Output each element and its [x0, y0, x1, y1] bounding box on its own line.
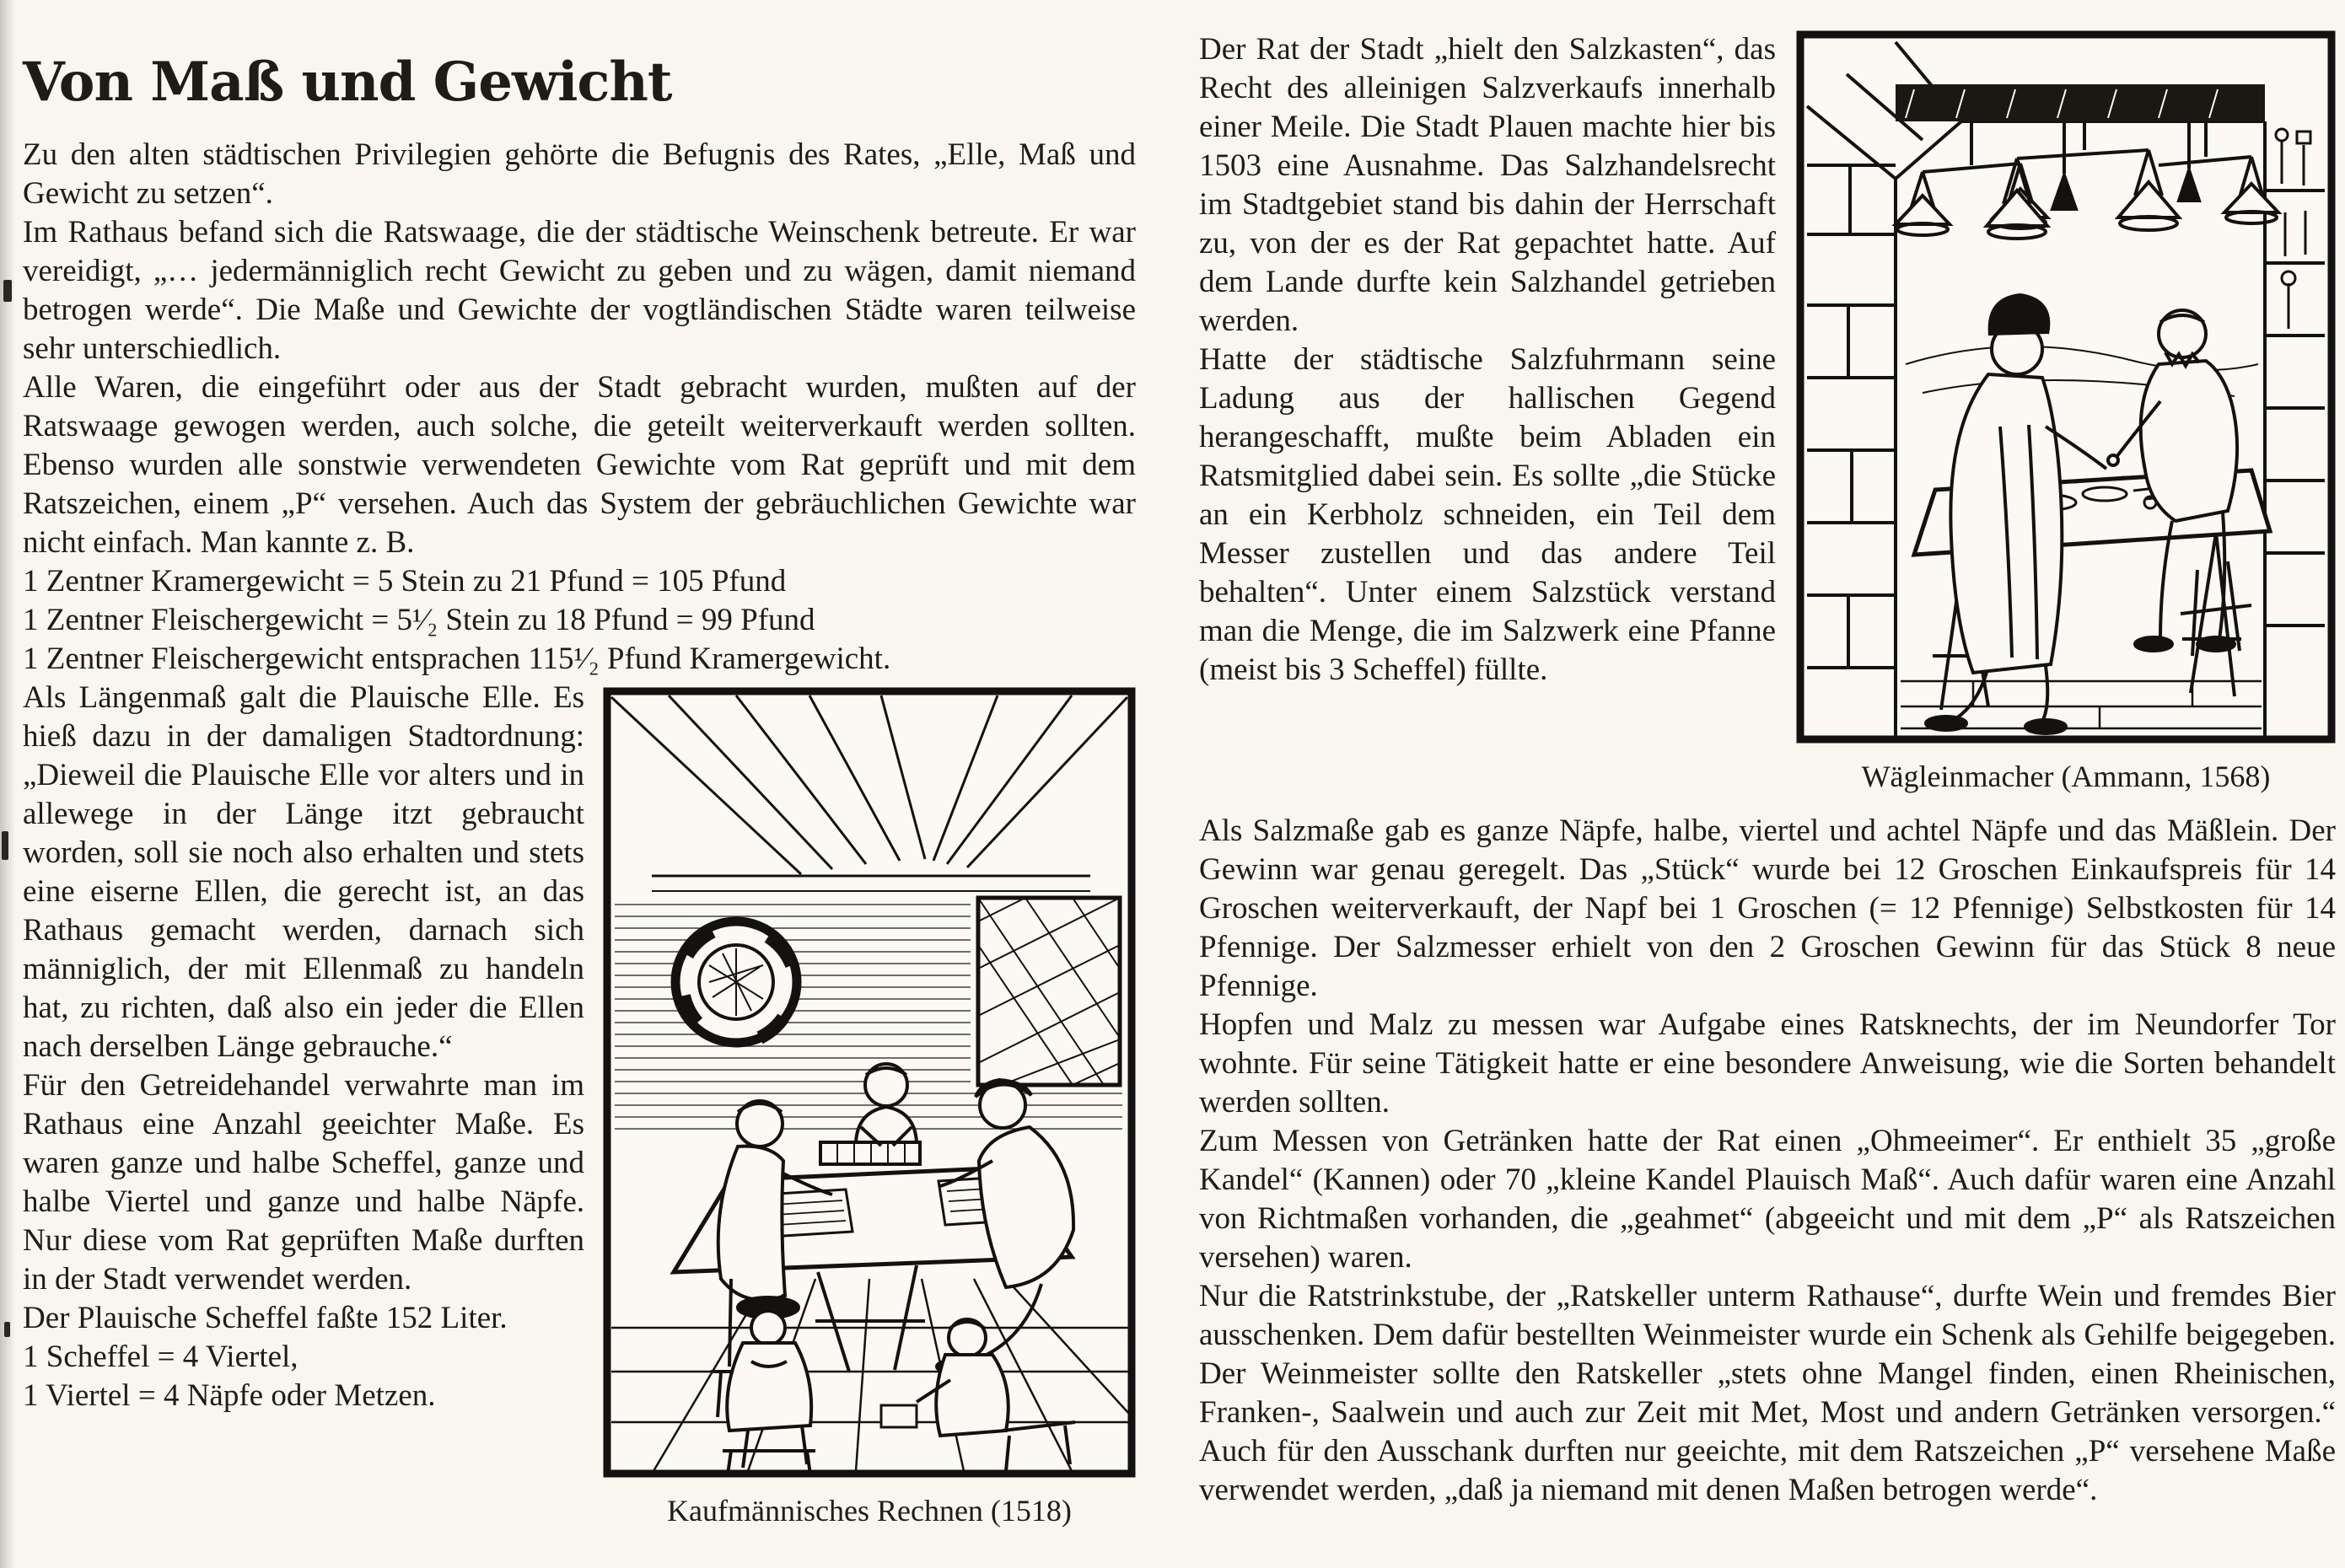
scheffel-line: 1 Viertel = 4 Näpfe oder Metzen. — [23, 1378, 436, 1414]
paragraph-privileges: Zu den alten städtischen Privilegien gehörte die Befugnis des Rates, „Elle, Maß und Gewicht zu setzen“. — [23, 137, 1136, 212]
right-column — [1199, 30, 2336, 1510]
figure-waegleinmacher — [1796, 30, 2336, 795]
paragraph-salzfuhrmann: Hatte der städtische Salzfuhrmann seine Ladung aus der hallischen Gegend herangeschafft, mußte beim Abladen ein Ratsmitglied dabei sein. Es sollte „die Stücke an ein Kerbholz schneiden, ein Teil dem Messer zustellen und das andere Teil behalten“. Unter einem Salzstück verstand man die Menge, die im Salzwerk eine Pfanne (meist bis 3 Scheffel) füllte. — [1199, 342, 1776, 687]
waegleinmacher-woodcut — [1796, 30, 2336, 744]
paragraph-salzkasten: Der Rat der Stadt „hielt den Salzkasten“, das Recht des alleinigen Salzverkaufs innerhalb einer Meile. Die Stadt Plauen machte hier bis 1503 eine Ausnahme. Das Salzhandelsrecht im Stadtgebiet stand bis dahin der Herrschaft zu, von der es der Rat gepachtet hatte. Auf dem Lande durfte kein Salzhandel getrieben werden. — [1199, 32, 1776, 338]
paragraph-salzmasse: Als Salzmaße gab es ganze Näpfe, halbe, viertel und achtel Näpfe und das Mäßlein. Der Gewinn war genau geregelt. Das „Stück“ wurde bei 12 Groschen Einkaufspreis für 14 Groschen weiterverkauft, der Napf bei 1 Groschen (= 12 Pfennige) Selbstkosten für 14 Pfennige. Der Salzmesser erhielt von den 2 Groschen Gewinn für das Stück 8 neue Pfennige. — [1199, 814, 2336, 1003]
scan-artifact — [4, 1322, 10, 1337]
paragraph-ratswaage: Im Rathaus befand sich die Ratswaage, die der städtische Weinschenk betreute. Er war vereidigt, „… jedermänniglich recht Gewicht zu geben und zu wägen, damit niemand betrogen werde“. Die Maße und Gewichte der vogtländischen Städte waren teilweise sehr unterschiedlich. — [23, 215, 1136, 367]
scan-artifact — [2, 831, 8, 860]
left-column — [23, 51, 1136, 1534]
paragraph-hopfen-malz: Hopfen und Malz zu messen war Aufgabe eines Ratsknechts, der im Neundorfer Tor wohnte. Für seine Tätigkeit hatte er eine besondere Anweisung, wie die Sorten behandelt werden sollten. — [1199, 1007, 2336, 1120]
paragraph-alle-waren: Alle Waren, die eingeführt oder aus der Stadt gebracht wurden, mußten auf der Ratswaage gewogen werden, auch solche, die geteilt weiterverkauft werden sollten. Ebenso wurden alle sonstwie verwendeten Gewichte vom Rat geprüft und mit dem Ratszeichen, einem „P“ versehen. Auch das System der gebräuchlichen Gewichte war nicht einfach. Man kannte z. B. — [23, 370, 1136, 561]
figure-caption-left: Kaufmännisches Rechnen (1518) — [667, 1494, 1072, 1528]
scheffel-line: Der Plauische Scheffel faßte 152 Liter. — [23, 1301, 508, 1336]
kaufmaennisches-rechnen-woodcut — [603, 687, 1136, 1478]
scan-artifact — [3, 280, 12, 302]
figure-kaufmaennisches-rechnen — [603, 687, 1136, 1529]
weight-line: 1 Zentner Fleischergewicht entsprachen 115¹⁄₂ Pfund Kramergewicht. — [23, 642, 891, 677]
weight-line: 1 Zentner Fleischergewicht = 5¹⁄₂ Stein zu 18 Pfund = 99 Pfund — [23, 603, 815, 638]
figure-caption-right: Wägleinmacher (Ammann, 1568) — [1861, 760, 2271, 793]
weight-line: 1 Zentner Kramergewicht = 5 Stein zu 21 Pfund = 105 Pfund — [23, 564, 787, 599]
paragraph-getreidehandel: Für den Getreidehandel verwahrte man im Rathaus eine Anzahl geeichter Maße. Es waren ganze und halbe Scheffel, ganze und halbe Viertel und ganze und halbe Näpfe. Nur diese vom Rat geprüften Maße durften in der Stadt verwendet werden. — [23, 1068, 584, 1297]
paragraph-laengenmass: Als Längenmaß galt die Plauische Elle. Es hieß dazu in der damaligen Stadtordnung: „Dieweil die Plauische Elle vor alters und in allewege in der Länge itzt gebraucht worden, soll sie noch also erhalten und stets eine eiserne Ellen, die gerecht ist, an das Rathaus gemacht werden, darnach sich männiglich, der mit Ellenmaß zu handeln hat, zu richten, daß also ein jeder die Ellen nach derselben Länge gebrauche.“ — [23, 680, 584, 1065]
scheffel-line: 1 Scheffel = 4 Viertel, — [23, 1340, 299, 1375]
paragraph-ohmeeimer: Zum Messen von Getränken hatte der Rat einen „Ohmeeimer“. Er enthielt 35 „große Kandel“ (Kannen) oder 70 „kleine Kandel Plauisch Maß“. Auch dafür waren eine Anzahl von Richtmaßen vorhanden, die „geahmet“ (abgeeicht und mit dem „P“ als Ratszeichen versehen) waren. — [1199, 1124, 2336, 1275]
paragraph-ratskeller: Nur die Ratstrinkstube, der „Ratskeller unterm Rathause“, durfte Wein und fremdes Bier ausschenken. Dem dafür bestellten Weinmeister wurde ein Schenk als Gehilfe beigegeben. Der Weinmeister sollte den Ratskeller „stets ohne Mangel finden, einen Rheinischen, Franken-, Saalwein und auch zur Zeit mit Met, Most und andern Getränken versorgen.“ Auch für den Ausschank durften nur geeichte, mit dem Ratszeichen „P“ versehene Maße verwendet werden, „daß ja niemand mit denen Maßen betrogen werde“. — [1199, 1279, 2336, 1507]
page-title: Von Maß und Gewicht — [23, 51, 672, 114]
